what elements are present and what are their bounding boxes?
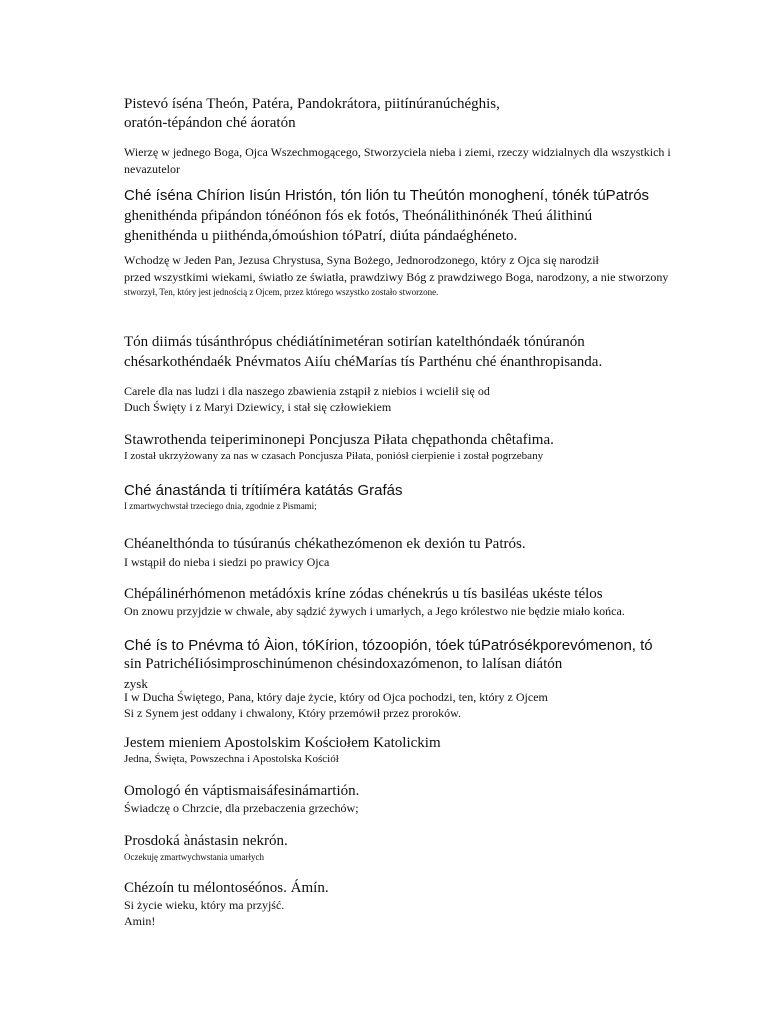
text-line: I został ukrzyżowany za nas w czasach Poncjusza Piłata, poniósł cierpienie i został pogrzebany	[124, 450, 544, 462]
text-line: chésarkothéndaék Pnévmatos Aiíu chéMarías tís Parthénu ché énanthropisanda.	[124, 354, 603, 370]
creed-verse-10-translation	[124, 800, 708, 816]
text-line: Amin!	[124, 914, 156, 928]
text-line: oratón-tépándon ché áoratón	[124, 115, 296, 131]
creed-verse-6-original	[124, 535, 708, 554]
text-line: I wstąpił do nieba i siedzi po prawicy Ojca	[124, 555, 330, 569]
text-line: Wchodzę w Jeden Pan, Jezusa Chrystusa, Syna Bożego, Jednorodzonego, który z Ojca się narodził	[124, 253, 599, 267]
text-line: Jestem mieniem Apostolskim Kościołem Katolickim	[124, 735, 441, 751]
creed-verse-4-translation	[124, 449, 708, 463]
text-line: Świadczę o Chrzcie, dla przebaczenia grzechów;	[124, 801, 359, 815]
creed-verse-5-translation	[124, 500, 708, 512]
text-line: sin PatrichéIiósimproschinúmenon chésindoxazómenon, to lalísan diátón	[124, 656, 563, 672]
text-line: Jedna, Święta, Powszechna i Apostolska Kościół	[124, 753, 339, 765]
creed-verse-12-translation	[124, 897, 708, 929]
creed-verse-1-original	[124, 95, 708, 133]
creed-verse-5-original	[124, 481, 708, 500]
text-line: Si z Synem jest oddany i chwalony, Który przemówił przez proroków.	[124, 706, 462, 720]
text-line: ghenithénda pŕipándon tónéónon fós ek fotós, Theónálithinónék Theú álithinú	[124, 208, 593, 224]
text-line: Ché ís to Pnévma tó Àion, tóKírion, tózoopión, tóek túPatrósékporevómenon, tó	[124, 637, 653, 654]
creed-verse-7-original	[124, 585, 708, 604]
text-line: On znowu przyjdzie w chwale, aby sądzić żywych i umarłych, a Jego królestwo nie będzie miało końca.	[124, 604, 625, 618]
text-line: Carele dla nas ludzi i dla naszego zbawienia zstąpił z niebios i wcielił się od	[124, 384, 490, 398]
creed-verse-9-original	[124, 734, 708, 753]
creed-verse-3-original	[124, 332, 708, 372]
creed-verse-1-translation	[124, 144, 708, 178]
text-line: przed wszystkimi wiekami, światło ze światła, prawdziwy Bóg z prawdziwego Boga, narodzony, a nie stworzony	[124, 270, 669, 284]
text-line: Ché íséna Chírion Iisún Hristón, tón lión tu Theútón monoghení, tónék túPatrós	[124, 187, 650, 204]
creed-verse-2-original	[124, 186, 708, 246]
creed-verse-8-translation	[124, 689, 708, 721]
text-line: Tón diimás túsánthrópus chédiátínimetéran sotirían katelthóndaék tónúranón	[124, 334, 585, 350]
creed-verse-10-original	[124, 782, 708, 801]
creed-verse-11-original	[124, 832, 708, 851]
text-line: nevazutelor	[124, 162, 180, 176]
creed-verse-3-translation	[124, 383, 708, 415]
text-line: zysk	[124, 676, 148, 691]
text-line: Oczekuję zmartwychwstania umarłych	[124, 852, 264, 862]
text-line: Chéanelthónda to túsúranús chékathezómenon ek dexión tu Patrós.	[124, 536, 526, 552]
text-line: Prosdoká ànástasin nekrón.	[124, 833, 288, 849]
text-line: I w Ducha Świętego, Pana, który daje życie, który od Ojca pochodzi, ten, który z Ojcem	[124, 690, 548, 704]
text-line: stworzył, Ten, który jest jednością z Ojcem, przez którego wszystko zostało stworzone.	[124, 287, 439, 297]
creed-verse-2-translation	[124, 252, 708, 298]
text-line: Chépálinérhómenon metádóxis kríne zódas chénekrús u tís basiléas ukéste télos	[124, 586, 603, 602]
text-line: ghenithénda u piithénda,ómoúshion tóPatrí, diúta pándaéghéneto.	[124, 228, 518, 244]
creed-verse-9-translation	[124, 752, 708, 767]
text-line: Pistevó íséna Theón, Patéra, Pandokrátora, piitínúranúchéghis,	[124, 96, 500, 112]
creed-verse-12-original	[124, 879, 708, 898]
text-line: Si życie wieku, który ma przyjść.	[124, 898, 285, 912]
creed-verse-11-translation	[124, 851, 708, 863]
text-line: Ché ánastánda ti trítiíméra katátás Grafás	[124, 482, 403, 499]
text-line: Wierzę w jednego Boga, Ojca Wszechmogącego, Stworzyciela nieba i ziemi, rzeczy widzialnych dla wszystkich i	[124, 145, 671, 159]
creed-verse-7-translation	[124, 603, 708, 619]
text-line: Duch Święty i z Maryi Dziewicy, i stał się człowiekiem	[124, 400, 392, 414]
creed-verse-8-original	[124, 636, 708, 693]
text-line: Stawrothenda teiperiminonepi Poncjusza Piłata chępathonda chêtafima.	[124, 432, 554, 448]
text-line: Chézoín tu mélontoséónos. Ámín.	[124, 880, 329, 896]
creed-verse-6-translation	[124, 554, 708, 570]
text-line: Omologó én váptismaisáfesinámartión.	[124, 783, 360, 799]
creed-verse-4-original	[124, 431, 708, 450]
text-line: I zmartwychwstał trzeciego dnia, zgodnie z Pismami;	[124, 501, 317, 511]
